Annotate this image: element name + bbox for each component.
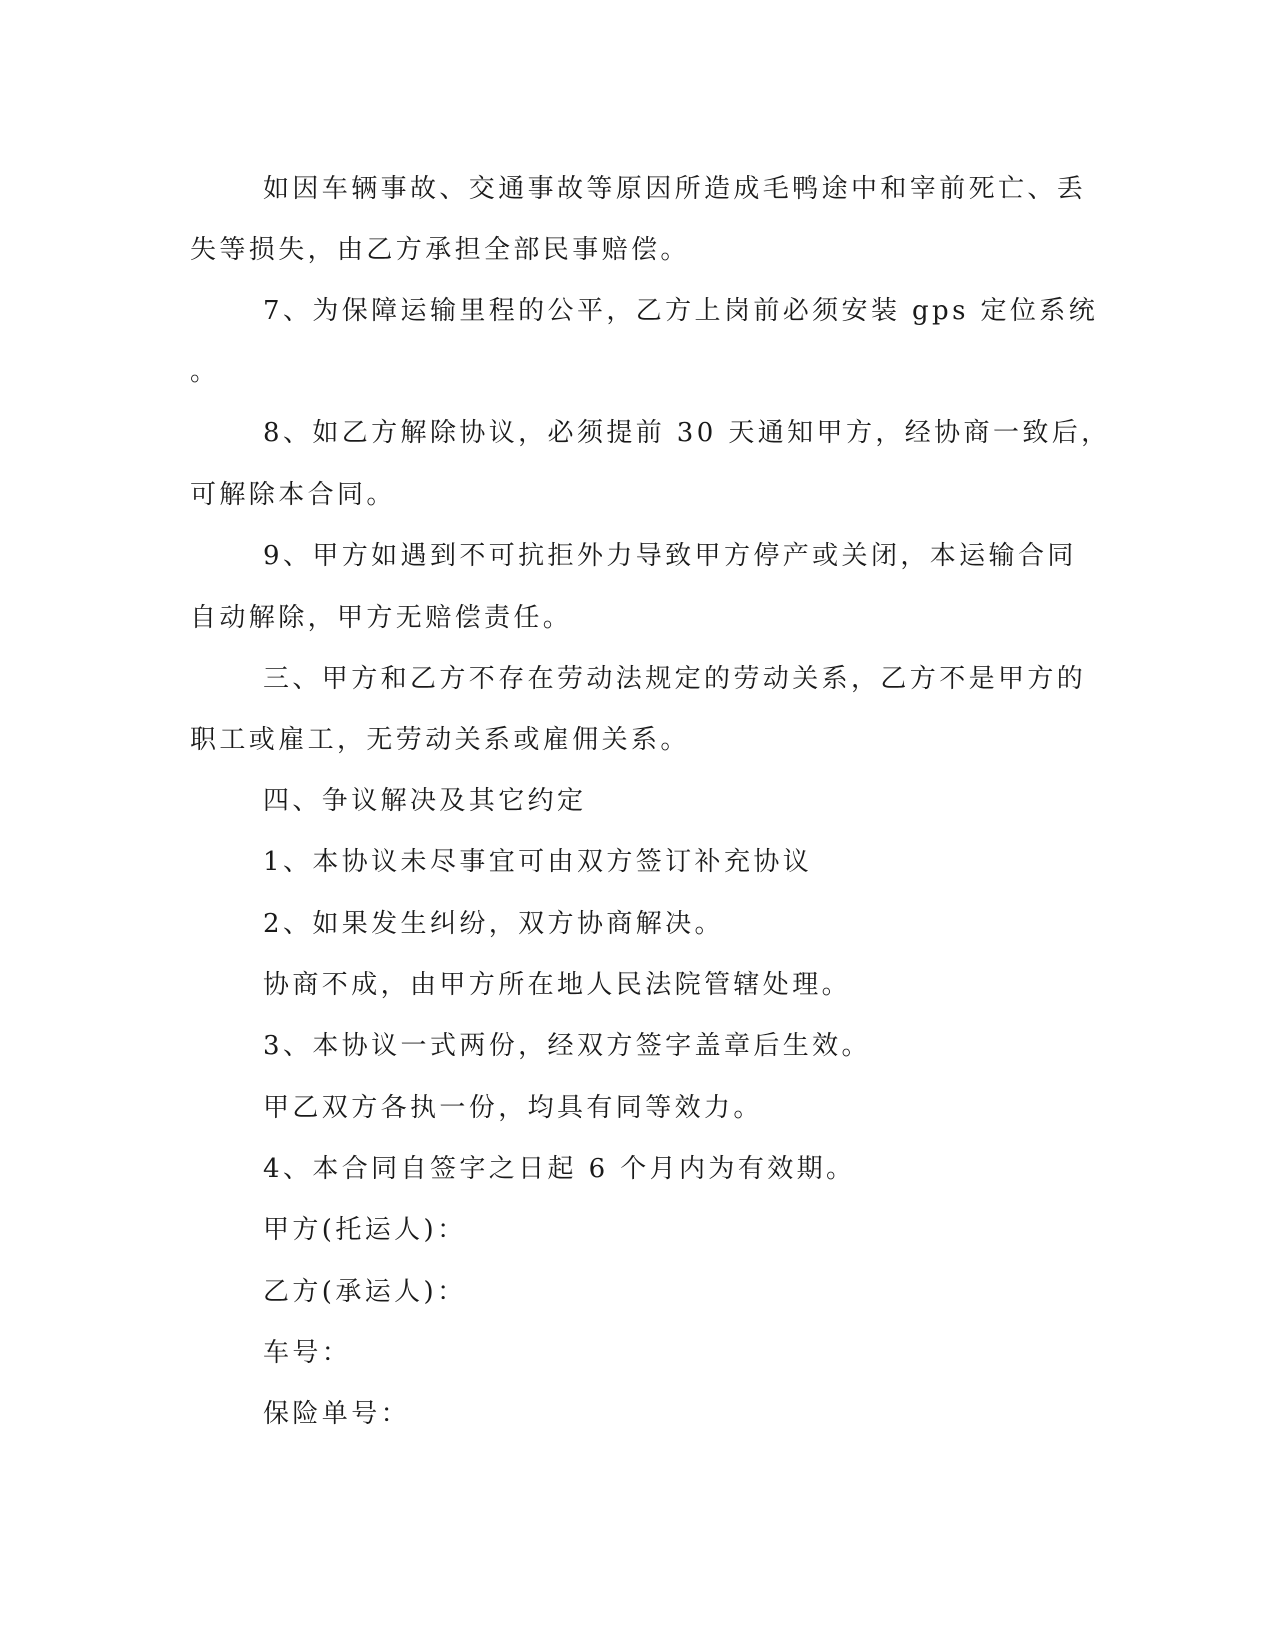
clause-8-continuation: 可解除本合同。 <box>190 480 396 510</box>
clause-9-line: 9、甲方如遇到不可抗拒外力导致甲方停产或关闭，本运输合同 <box>263 541 1077 571</box>
section-3-continuation: 职工或雇工，无劳动关系或雇佣关系。 <box>190 725 690 755</box>
clause-8-line: 8、如乙方解除协议，必须提前 30 天通知甲方，经协商一致后， <box>263 418 1111 448</box>
insurance-number-label: 保险单号： <box>263 1399 411 1429</box>
clause-4-4-line: 4、本合同自签字之日起 6 个月内为有效期。 <box>263 1154 856 1184</box>
clause-4-2-line: 2、如果发生纠纷，双方协商解决。 <box>263 909 724 939</box>
clause-4-1-line: 1、本协议未尽事宜可由双方签订补充协议 <box>263 847 813 877</box>
paragraph-line: 失等损失，由乙方承担全部民事赔偿。 <box>190 235 690 265</box>
section-4-heading: 四、争议解决及其它约定 <box>263 786 587 816</box>
party-b-signature-label: 乙方(承运人)： <box>263 1277 467 1307</box>
clause-4-3-continuation: 甲乙双方各执一份，均具有同等效力。 <box>263 1093 763 1123</box>
section-3-line: 三、甲方和乙方不存在劳动法规定的劳动关系，乙方不是甲方的 <box>263 664 1087 694</box>
party-a-signature-label: 甲方(托运人)： <box>263 1215 467 1245</box>
clause-9-continuation: 自动解除，甲方无赔偿责任。 <box>190 603 573 633</box>
clause-4-3-line: 3、本协议一式两份，经双方签字盖章后生效。 <box>263 1031 871 1061</box>
paragraph-line: 如因车辆事故、交通事故等原因所造成毛鸭途中和宰前死亡、丢 <box>263 174 1087 204</box>
vehicle-number-label: 车号： <box>263 1338 352 1368</box>
clause-7-continuation: 。 <box>190 357 220 387</box>
clause-4-2-continuation: 协商不成，由甲方所在地人民法院管辖处理。 <box>263 970 852 1000</box>
clause-7-line: 7、为保障运输里程的公平，乙方上岗前必须安装 gps 定位系统 <box>263 296 1099 326</box>
